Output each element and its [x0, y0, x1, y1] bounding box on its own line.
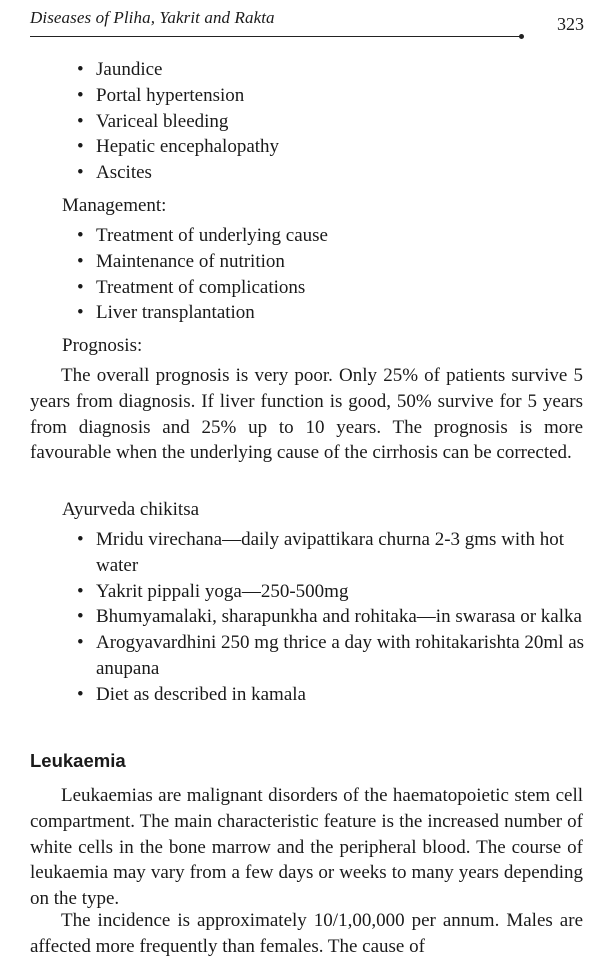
list-item: • Yakrit pippali yoga—250-500mg	[76, 579, 586, 605]
prognosis-paragraph: The overall prognosis is very poor. Only 25% of patients survive 5 years from diagnosis. If liver function is good, 50% survive for 5 years from diagnosis and 25% up to 10 years. The prognosis is more favourable when the underlying cause of the cirrhosis can be corrected.	[30, 365, 583, 464]
list-item: • Diet as described in kamala	[76, 682, 586, 708]
section-heading-leukaemia: Leukaemia	[30, 750, 126, 771]
list-item: • Jaundice	[76, 57, 566, 83]
leukaemia-paragraph-1: Leukaemias are malignant disorders of the haematopoietic stem cell compartment. The main characteristic feature is the increased number of white cells in the bone marrow and the peripheral blood. The course of leukaemia may vary from a few days or weeks to many years depending on the type.	[30, 785, 583, 910]
running-head: Diseases of Pliha, Yakrit and Rakta	[30, 8, 275, 27]
ayurveda-label: Ayurveda chikitsa	[62, 499, 200, 520]
management-label: Management:	[62, 195, 167, 216]
list-item: • Hepatic encephalopathy	[76, 134, 566, 160]
list-item: • Maintenance of nutrition	[76, 249, 566, 275]
leukaemia-paragraph-2: The incidence is approximately 10/1,00,000 per annum. Males are affected more frequently than females. The cause of	[30, 910, 583, 957]
list-item: • Variceal bleeding	[76, 109, 566, 135]
prognosis-label: Prognosis:	[62, 335, 143, 356]
ayurveda-list	[76, 527, 586, 708]
complications-list	[76, 57, 566, 186]
list-item: • Arogyavardhini 250 mg thrice a day with rohitakarishta 20ml as anupana	[76, 630, 586, 682]
header-rule	[30, 36, 522, 37]
list-item: • Treatment of underlying cause	[76, 223, 566, 249]
list-item: • Portal hypertension	[76, 83, 566, 109]
list-item: • Bhumyamalaki, sharapunkha and rohitaka—in swarasa or kalka	[76, 604, 586, 630]
list-item: • Treatment of complications	[76, 275, 566, 301]
page-number: 323	[557, 14, 584, 34]
list-item: • Liver transplantation	[76, 300, 566, 326]
management-list	[76, 223, 566, 326]
list-item: • Ascites	[76, 160, 566, 186]
list-item: • Mridu virechana—daily avipattikara churna 2-3 gms with hot water	[76, 527, 586, 579]
